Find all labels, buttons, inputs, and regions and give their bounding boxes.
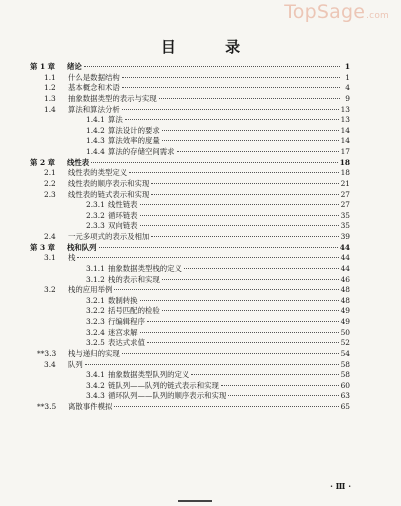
toc-entry-page: 48: [340, 285, 350, 295]
toc-entry-number: 1.1: [44, 72, 56, 82]
toc-entry-page: 39: [340, 232, 350, 241]
toc-entry-page: 49: [340, 317, 350, 326]
toc-subsection-entry: [30, 126, 350, 137]
toc-entry-page: 65: [340, 402, 350, 411]
toc-entry-page: 14: [340, 136, 350, 146]
dot-leader: [221, 385, 339, 386]
toc-entry-page: 44: [340, 263, 350, 273]
dot-leader: [77, 257, 338, 258]
toc-section-entry: [30, 179, 350, 190]
toc-subsection-entry: [30, 381, 350, 392]
toc-entry-title: 离散事件模拟: [68, 402, 113, 411]
toc-subsection-entry: [30, 200, 350, 211]
toc-entry-title: 抽象数据类型的表示与实现: [68, 93, 157, 103]
dot-leader: [162, 140, 339, 141]
toc-entry-title: 栈的应用举例: [68, 285, 113, 295]
toc-entry-number: 1.4.2: [86, 125, 105, 135]
toc-section-entry: [30, 360, 350, 371]
dot-leader: [228, 395, 338, 396]
toc-entry-page: 35: [340, 210, 350, 220]
toc-entry-title: 算法和算法分析: [68, 104, 120, 114]
toc-entry-page: 44: [340, 253, 350, 263]
toc-entry-number: 第 3 章: [30, 242, 56, 252]
toc-entry-page: 48: [340, 295, 350, 305]
watermark-text: TopSage: [284, 1, 366, 23]
toc-chapter-entry: [30, 243, 350, 254]
toc-subsection-entry: [30, 328, 350, 339]
toc-entry-page: 58: [340, 370, 350, 380]
toc-section-entry: [30, 190, 350, 201]
toc-entry-page: 44: [339, 242, 350, 252]
dot-leader: [140, 332, 339, 333]
toc-entry-number: 3.4: [44, 359, 56, 369]
toc-entry-title: 线性表的类型定义: [68, 168, 128, 178]
dot-leader: [140, 215, 339, 216]
toc-entry-number: 2.3: [44, 189, 56, 199]
toc-entry-page: 54: [340, 348, 350, 358]
toc-entry-page: 27: [340, 189, 350, 199]
toc-entry-title: 括号匹配的检验: [108, 306, 160, 316]
toc-entry-number: 2.3.2: [86, 210, 105, 220]
dot-leader: [140, 300, 339, 301]
toc-entry-number: 3.4.3: [86, 391, 105, 401]
toc-entry-number: 2.1: [44, 168, 56, 178]
toc-entry-page: 18: [340, 168, 350, 178]
dot-leader: [85, 364, 339, 365]
toc-entry-title: 队列: [68, 359, 83, 369]
toc-subsection-entry: [30, 221, 350, 232]
toc-entry-title: 迷宫求解: [108, 327, 138, 337]
toc-subsection-entry: [30, 115, 350, 126]
toc-entry-title: 数制转换: [108, 295, 138, 305]
toc-entry-page: 63: [340, 391, 350, 401]
toc-entry-title: 循环链表: [108, 210, 138, 220]
toc-entry-page: 46: [340, 274, 350, 284]
toc-entry-page: 27: [340, 200, 350, 210]
toc-section-entry: [30, 285, 350, 296]
toc-entry-title: 什么是数据结构: [68, 72, 120, 82]
toc-entry-number: 3.4.1: [86, 370, 105, 380]
bottom-rule: [178, 500, 212, 502]
toc-entry-page: 58: [340, 359, 350, 369]
table-of-contents: [30, 62, 350, 413]
toc-subsection-entry: [30, 370, 350, 381]
toc-subsection-entry: [30, 306, 350, 317]
toc-entry-title: 算法的存储空间需求: [108, 147, 175, 156]
toc-entry-title: 栈与递归的实现: [68, 348, 120, 358]
toc-entry-number: **3.3: [37, 348, 57, 358]
toc-entry-title: 栈和队列: [67, 242, 97, 252]
dot-leader: [147, 342, 339, 343]
toc-section-entry: [30, 168, 350, 179]
toc-entry-title: 线性表的顺序表示和实现: [68, 178, 150, 188]
toc-entry-page: 1: [344, 62, 350, 71]
toc-entry-number: 3.1: [44, 253, 56, 263]
toc-entry-title: 基本概念和术语: [68, 83, 120, 93]
toc-section-entry: [30, 94, 350, 105]
dot-leader: [122, 77, 340, 78]
dot-leader: [184, 268, 339, 269]
toc-entry-number: 1.4.1: [86, 115, 105, 125]
dot-leader: [125, 119, 339, 120]
toc-entry-page: 13: [340, 104, 350, 114]
toc-entry-number: **3.5: [37, 402, 57, 411]
toc-entry-page: 14: [340, 125, 350, 135]
toc-entry-number: 第 1 章: [30, 62, 56, 71]
toc-chapter-entry: [30, 62, 350, 73]
dot-leader: [159, 98, 340, 99]
toc-entry-number: 3.1.2: [86, 274, 105, 284]
toc-entry-page: 4: [345, 83, 350, 93]
toc-entry-number: 1.4.4: [86, 147, 105, 156]
toc-section-entry: [30, 402, 350, 413]
toc-section-entry: [30, 105, 350, 116]
toc-entry-number: 3.2.5: [86, 338, 105, 348]
toc-entry-number: 1.4: [44, 104, 56, 114]
dot-leader: [114, 406, 338, 407]
toc-entry-number: 1.4.3: [86, 136, 105, 146]
dot-leader: [114, 289, 338, 290]
dot-leader: [91, 162, 338, 163]
toc-entry-page: 49: [340, 306, 350, 316]
toc-subsection-entry: [30, 391, 350, 402]
toc-entry-title: 线性表的链式表示和实现: [68, 189, 150, 199]
dot-leader: [162, 279, 339, 280]
toc-subsection-entry: [30, 147, 350, 158]
dot-leader: [99, 247, 338, 248]
toc-entry-title: 算法效率的度量: [108, 136, 160, 146]
toc-entry-number: 3.2.2: [86, 306, 105, 316]
toc-entry-page: 9: [345, 93, 350, 103]
dot-leader: [122, 353, 339, 354]
toc-entry-title: 一元多项式的表示及相加: [68, 232, 150, 241]
toc-entry-page: 50: [340, 327, 350, 337]
toc-subsection-entry: [30, 338, 350, 349]
toc-entry-title: 绪论: [67, 62, 82, 71]
toc-entry-title: 算法设计的要求: [108, 125, 160, 135]
dot-leader: [129, 172, 338, 173]
toc-entry-number: 3.2.1: [86, 295, 105, 305]
toc-entry-title: 双向链表: [108, 221, 138, 231]
dot-leader: [191, 374, 338, 375]
toc-entry-page: 1: [345, 72, 350, 82]
toc-subsection-entry: [30, 275, 350, 286]
toc-section-entry: [30, 232, 350, 243]
toc-entry-number: 2.3.1: [86, 200, 105, 210]
toc-entry-number: 3.1.1: [86, 263, 105, 273]
dot-leader: [151, 236, 338, 237]
toc-entry-title: 行编辑程序: [108, 317, 145, 326]
dot-leader: [177, 151, 339, 152]
toc-entry-number: 2.4: [44, 232, 56, 241]
dot-leader: [140, 204, 339, 205]
dot-leader: [162, 130, 339, 131]
dot-leader: [84, 66, 340, 67]
toc-entry-title: 算法: [108, 115, 123, 125]
toc-entry-number: 第 2 章: [30, 157, 56, 167]
toc-section-entry: [30, 73, 350, 84]
toc-entry-number: 3.2.4: [86, 327, 105, 337]
dot-leader: [122, 87, 340, 88]
page-number: · Ⅲ ·: [330, 481, 351, 491]
dot-leader: [147, 321, 339, 322]
toc-entry-title: 线性表: [67, 157, 90, 167]
toc-subsection-entry: [30, 136, 350, 147]
toc-entry-number: 2.3.3: [86, 221, 105, 231]
toc-entry-title: 循环队列——队列的顺序表示和实现: [108, 391, 227, 401]
toc-entry-title: 表达式求值: [108, 338, 145, 348]
toc-entry-page: 35: [340, 221, 350, 231]
toc-subsection-entry: [30, 264, 350, 275]
toc-entry-number: 3.2.3: [86, 317, 105, 326]
toc-entry-title: 栈的表示和实现: [108, 274, 160, 284]
dot-leader: [151, 194, 338, 195]
toc-section-entry: [30, 349, 350, 360]
toc-entry-page: 17: [340, 147, 350, 156]
toc-chapter-entry: [30, 158, 350, 169]
toc-entry-number: 1.3: [44, 93, 56, 103]
toc-section-entry: [30, 83, 350, 94]
toc-entry-title: 抽象数据类型队列的定义: [108, 370, 190, 380]
toc-entry-number: 2.2: [44, 178, 56, 188]
toc-section-entry: [30, 253, 350, 264]
dot-leader: [151, 183, 338, 184]
toc-entry-title: 链队列——队列的链式表示和实现: [108, 380, 219, 390]
toc-entry-number: 3.4.2: [86, 380, 105, 390]
watermark-suffix: .com: [366, 11, 389, 21]
toc-entry-title: 线性链表: [108, 200, 138, 210]
toc-entry-title: 抽象数据类型栈的定义: [108, 263, 182, 273]
toc-subsection-entry: [30, 211, 350, 222]
toc-entry-page: 18: [339, 157, 350, 167]
toc-entry-number: 3.2: [44, 285, 56, 295]
toc-subsection-entry: [30, 317, 350, 328]
toc-entry-page: 60: [340, 380, 350, 390]
page-title: 目 录: [160, 38, 263, 56]
toc-entry-title: 栈: [68, 253, 76, 263]
dot-leader: [122, 109, 339, 110]
dot-leader: [162, 310, 339, 311]
toc-subsection-entry: [30, 296, 350, 307]
dot-leader: [140, 225, 339, 226]
toc-entry-page: 52: [340, 338, 350, 348]
toc-entry-number: 1.2: [44, 83, 56, 93]
watermark-logo: [284, 1, 389, 23]
toc-entry-page: 13: [340, 115, 350, 125]
toc-entry-page: 21: [340, 178, 350, 188]
